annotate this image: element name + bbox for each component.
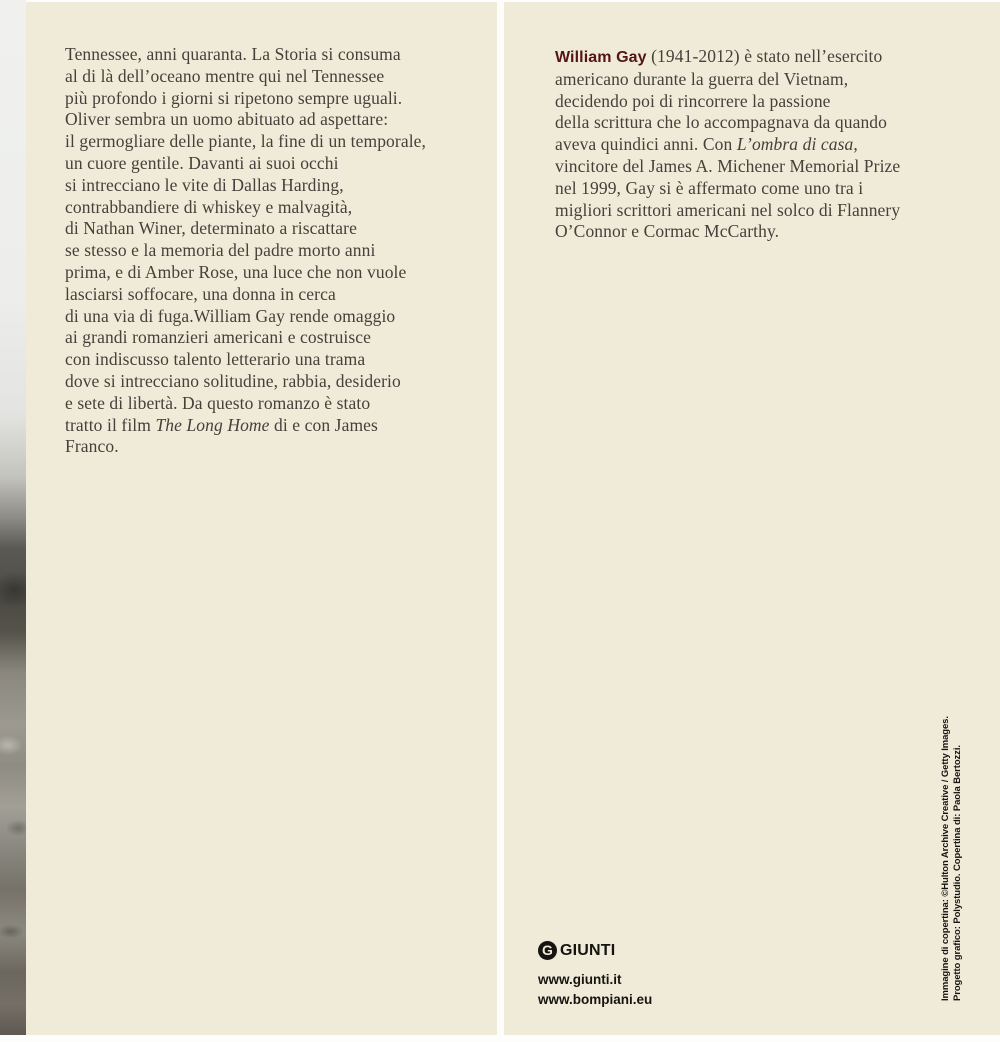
text-line: Tennessee, anni quaranta. La Storia si consuma — [65, 44, 401, 64]
author-name: William Gay — [555, 49, 647, 66]
book-title: L’ombra di casa — [736, 134, 854, 155]
publisher-block — [538, 941, 652, 1010]
text-line: decidendo poi di rincorrere la passione — [555, 90, 831, 111]
text-line: il germogliare delle piante, la fine di un temporale, — [65, 131, 426, 152]
text-line: nel 1999, Gay si è affermato come uno tra i — [555, 177, 864, 198]
text-line: O’Connor e Cormac McCarthy. — [555, 221, 780, 242]
text-line: e sete di libertà. Da questo romanzo è stato — [65, 392, 371, 413]
text-line: Franco. — [65, 436, 119, 457]
cover-credits — [940, 709, 964, 1001]
text-line: vincitore del James A. Michener Memorial Prize — [555, 155, 901, 176]
credits-line-design: Progetto grafico: Polystudio. Copertina di: Paola Bertozzi. — [952, 745, 963, 1001]
text-line: dove si intrecciano solitudine, rabbia, desiderio — [65, 370, 401, 391]
book-line-post: , — [853, 134, 858, 155]
text-line: un cuore gentile. Davanti ai suoi occhi — [65, 152, 339, 173]
text-line: lasciarsi soffocare, una donna in cerca — [65, 283, 336, 304]
giunti-url: www.giunti.it — [538, 972, 622, 987]
film-line-post: di e con James — [269, 414, 378, 435]
giunti-g-icon: G — [538, 941, 557, 960]
synopsis-lines — [65, 44, 426, 415]
credits-line-image: Immagine di copertina: ©Hulton Archive Creative / Getty Images. — [940, 716, 951, 1001]
bio-lines-a — [555, 69, 900, 134]
text-line — [555, 134, 900, 156]
text-line — [555, 46, 900, 69]
bio-lines-b — [555, 156, 900, 243]
text-line: al di là dell’oceano mentre qui nel Tennessee — [65, 65, 385, 86]
text-line: più profondo i giorni si ripetono sempre uguali. — [65, 87, 403, 108]
text-line: ai grandi romanzieri americani e costruisce — [65, 327, 372, 348]
giunti-logo-text: GIUNTI — [560, 941, 616, 959]
film-line-pre: tratto il film — [65, 414, 156, 435]
text-line: con indiscusso talento letterario una trama — [65, 349, 366, 370]
text-line: di Nathan Winer, determinato a riscattare — [65, 218, 357, 239]
author-bio — [555, 46, 900, 243]
giunti-logo — [538, 941, 652, 960]
publisher-urls — [538, 970, 652, 1010]
cover-photo-edge — [0, 0, 26, 1035]
synopsis-text — [65, 44, 426, 458]
text-line: migliori scrittori americani nel solco di Flannery — [555, 199, 901, 220]
bompiani-url: www.bompiani.eu — [538, 992, 653, 1007]
text-line: Oliver sembra un uomo abituato ad aspettare: — [65, 109, 389, 130]
text-line: americano durante la guerra del Vietnam, — [555, 68, 849, 89]
text-line: si intrecciano le vite di Dallas Harding, — [65, 174, 344, 195]
text-line: contrabbandiere di whiskey e malvagità, — [65, 196, 353, 217]
text-line: se stesso e la memoria del padre morto anni — [65, 240, 376, 261]
film-title: The Long Home — [155, 414, 270, 435]
text-line: di una via di fuga.William Gay rende omaggio — [65, 305, 396, 326]
text-line — [65, 415, 426, 437]
text-line: prima, e di Amber Rose, una luce che non vuole — [65, 261, 407, 282]
text-line: della scrittura che lo accompagnava da quando — [555, 112, 887, 133]
book-line-pre: aveva quindici anni. Con — [555, 134, 737, 155]
author-line-rest: (1941-2012) è stato nell’esercito — [646, 46, 883, 66]
